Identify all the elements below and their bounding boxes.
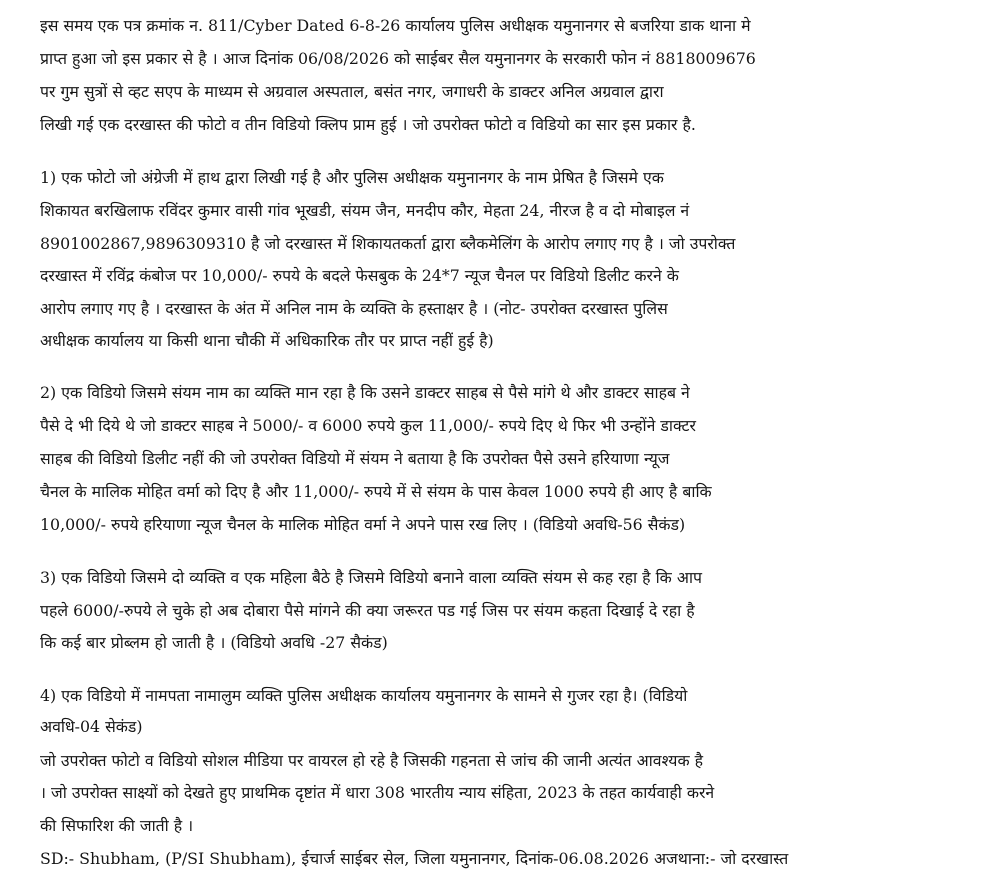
- text-line: चैनल के मालिक मोहित वर्मा को दिए है और 11,000/- रुपये में से संयम के पास केवल 1000 रुपये ही आए है बाकि: [40, 482, 712, 501]
- text-line: 2) एक विडियो जिसमे संयम नाम का व्यक्ति मान रहा है कि उसने डाक्टर साहब से पैसे मांगे थे और डाक्टर साहब ने: [40, 383, 690, 402]
- text-line: की सिफारिश की जाती है ।: [40, 816, 194, 835]
- text-line: लिखी गई एक दरखास्त की फोटो व तीन विडियो क्लिप प्राम हुई । जो उपरोक्त फोटो व विडियो का सार इस प्रकार है.: [40, 115, 696, 134]
- text-line: अवधि-04 सेकंड): [40, 717, 143, 736]
- text-line: 4) एक विडियो में नामपता नामालुम व्यक्ति पुलिस अधीक्षक कार्यालय यमुनानगर के सामने से गुजर रहा है। (विडियो: [40, 686, 688, 705]
- text-line: साहब की विडियो डिलीट नहीं की जो उपरोक्त विडियो में संयम ने बताया है कि उपरोक्त पैसे उसने हरियाणा न्यूज: [40, 449, 670, 468]
- text-line: जो उपरोक्त फोटो व विडियो सोशल मीडिया पर वायरल हो रहे है जिसकी गहनता से जांच की जानी अत्यंत आवश्यक है: [40, 751, 704, 770]
- text-line: 10,000/- रुपये हरियाणा न्यूज चैनल के मालिक मोहित वर्मा ने अपने पास रख लिए । (विडियो अवधि-56 सैकंड): [40, 515, 686, 534]
- text-line: अधीक्षक कार्यालय या किसी थाना चौकी में अधिकारिक तौर पर प्राप्त नहीं हुई है): [40, 331, 494, 350]
- text-line: दरखास्त में रविंद्र कंबोज पर 10,000/- रुपये के बदले फेसबुक के 24*7 न्यूज चैनल पर विडियो डिलीट करने के: [40, 266, 679, 285]
- text-line: इस समय एक पत्र क्रमांक न. 811/Cyber Dated 6-8-26 कार्यालय पुलिस अधीक्षक यमुनानगर से बजरिया डाक थाना मे: [40, 16, 751, 35]
- text-line: शिकायत बरखिलाफ रविंदर कुमार वासी गांव भूखडी, संयम जैन, मनदीप कौर, मेहता 24, नीरज है व दो मोबाइल नं: [40, 201, 690, 220]
- text-line: 3) एक विडियो जिसमे दो व्यक्ति व एक महिला बैठे है जिसमे विडियो बनाने वाला व्यक्ति संयम से कह रहा है कि आप: [40, 568, 702, 587]
- text-line: 1) एक फोटो जो अंग्रेजी में हाथ द्वारा लिखी गई है और पुलिस अधीक्षक यमुनानगर के नाम प्रेषित है जिसमे एक: [40, 168, 664, 187]
- text-line: प्राप्त हुआ जो इस प्रकार से है । आज दिनांक 06/08/2026 को साईबर सैल यमुनानगर के सरकारी फोन नं 8818009676: [40, 49, 756, 68]
- text-line: । जो उपरोक्त साक्ष्यों को देखते हुए प्राथमिक दृष्टांत में धारा 308 भारतीय न्याय संहिता, 2023 के तहत कार्यवाही करने: [40, 783, 715, 802]
- text-line: पैसे दे भी दिये थे जो डाक्टर साहब ने 5000/- व 6000 रुपये कुल 11,000/- रुपये दिए थे फिर भी उन्होंने डाक्टर: [40, 416, 696, 435]
- text-line: 8901002867,9896309310 है जो दरखास्त में शिकायतकर्ता द्वारा ब्लैकमेलिंग के आरोप लगाए गए है । जो उपरोक्त: [40, 234, 736, 253]
- text-line: कि कई बार प्रोब्लम हो जाती है । (विडियो अवधि -27 सैकंड): [40, 633, 388, 652]
- text-line: SD:- Shubham, (P/SI Shubham), ईचार्ज साईबर सेल, जिला यमुनानगर, दिनांक-06.08.2026 अजथाना:- जो दरखास्त: [40, 849, 789, 868]
- text-line: आरोप लगाए गए है । दरखास्त के अंत में अनिल नाम के व्यक्ति के हस्ताक्षर है । (नोट- उपरोक्त दरखास्त पुलिस: [40, 299, 668, 318]
- text-line: पर गुम सुत्रों से व्हट सएप के माध्यम से अग्रवाल अस्पताल, बसंत नगर, जगाधरी के डाक्टर अनिल अग्रवाल द्वारा: [40, 82, 664, 101]
- text-line: पहले 6000/-रुपये ले चुके हो अब दोबारा पैसे मांगने की क्या जरूरत पड गई जिस पर संयम कहता दिखाई दे रहा है: [40, 601, 695, 620]
